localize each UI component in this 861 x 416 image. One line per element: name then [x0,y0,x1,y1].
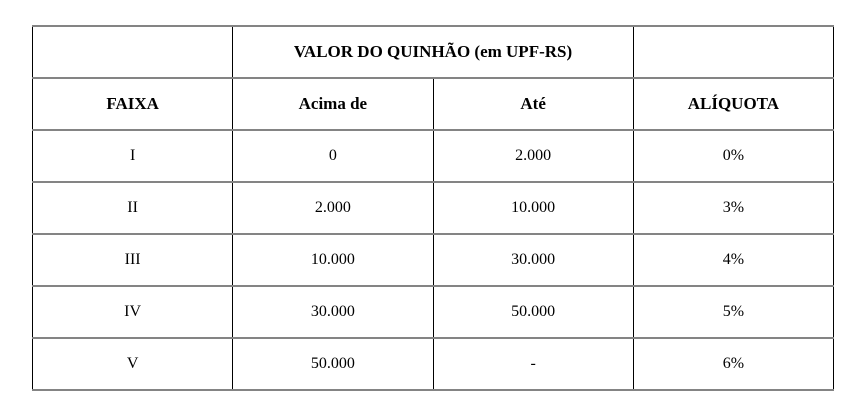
cell-aliquota: 3% [633,182,833,234]
cell-ate: 10.000 [433,182,633,234]
cell-aliquota: 5% [633,286,833,338]
cell-faixa: IV [33,286,233,338]
cell-faixa: III [33,234,233,286]
header-empty-cell [633,26,833,78]
corner-empty-cell [33,26,233,78]
cell-acima-de: 30.000 [233,286,433,338]
cell-acima-de: 50.000 [233,338,433,390]
table-header-row [33,78,834,130]
cell-aliquota: 0% [633,130,833,182]
column-header-ate: Até [433,78,633,130]
column-header-aliquota: ALÍQUOTA [633,78,833,130]
merged-header-cell: VALOR DO QUINHÃO (em UPF-RS) [233,26,634,78]
table-row-merged-header [33,26,834,78]
cell-aliquota: 6% [633,338,833,390]
cell-ate: 50.000 [433,286,633,338]
table-row [33,234,834,286]
table-row [33,130,834,182]
cell-faixa: II [33,182,233,234]
table-row [33,182,834,234]
cell-ate: 30.000 [433,234,633,286]
cell-faixa: I [33,130,233,182]
quota-table [32,25,834,391]
cell-ate: - [433,338,633,390]
cell-acima-de: 10.000 [233,234,433,286]
cell-ate: 2.000 [433,130,633,182]
cell-acima-de: 0 [233,130,433,182]
cell-faixa: V [33,338,233,390]
column-header-acima-de: Acima de [233,78,433,130]
cell-aliquota: 4% [633,234,833,286]
cell-acima-de: 2.000 [233,182,433,234]
column-header-faixa: FAIXA [33,78,233,130]
table-row [33,286,834,338]
table-row [33,338,834,390]
